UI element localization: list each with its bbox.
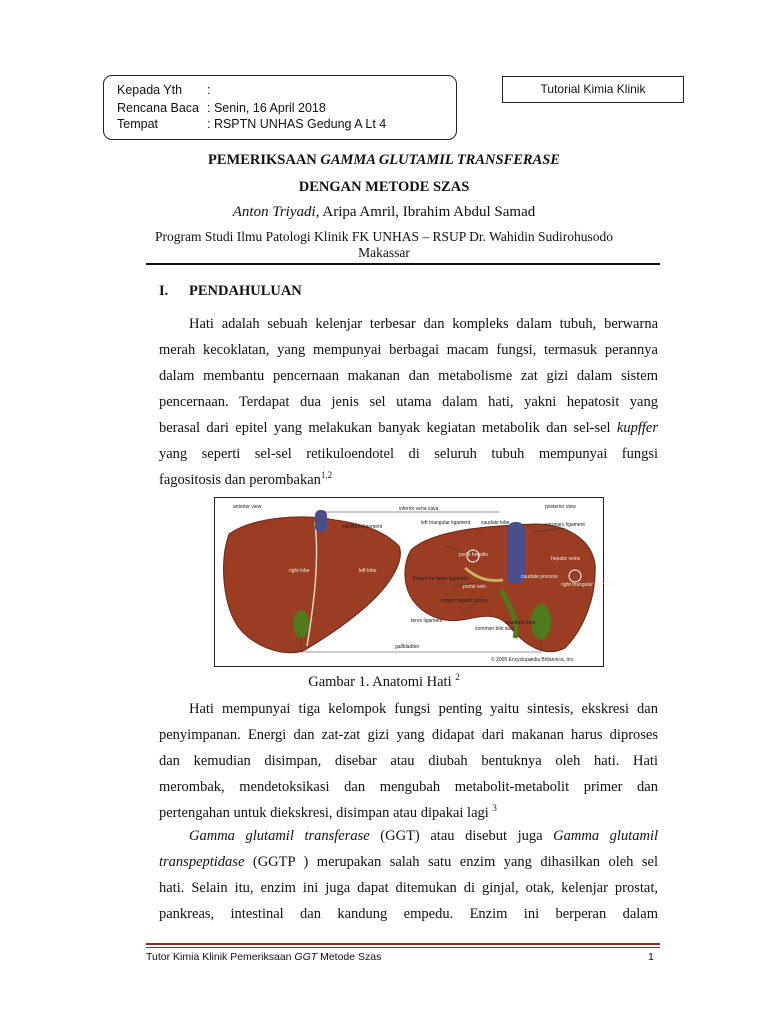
common-bile-label: common bile duct (475, 626, 515, 632)
footer-italic: GGT (294, 951, 318, 963)
italic-term: transpeptidase (159, 854, 245, 870)
footer-plain: Tutor Kimia Klinik Pemeriksaan (146, 951, 295, 963)
citation-sup: 3 (492, 803, 497, 814)
text-line (159, 467, 658, 493)
right-lobe-label: right lobe (289, 568, 310, 574)
text-line: dan kemudian disimpan, disebar atau diubah bentuknya oleh hati. Hati (159, 753, 658, 769)
text-span: fagositosis dan perombakan (159, 472, 321, 488)
hepatic-artery-label: proper hepatic artery (441, 598, 488, 604)
text-line: hati. Selain itu, enzim ini juga dapat ditemukan di ginjal, otak, kelenjar prostat, (159, 880, 658, 896)
title-divider (146, 263, 660, 265)
teres-label: teres ligament (411, 618, 443, 624)
citation-sup: 1,2 (320, 470, 333, 481)
paragraph-3 (159, 823, 658, 927)
authors (0, 204, 768, 221)
right-triangular-label: right triangular ligament (561, 582, 614, 588)
title-line-2: DENGAN METODE SZAS (298, 179, 470, 195)
falciform-label: falciform ligament (343, 524, 383, 530)
copyright-label: © 2005 Encyclopædia Britannica, Inc. (491, 657, 575, 663)
affiliation-line-2: Makassar (358, 245, 410, 260)
text-line (159, 849, 658, 875)
italic-term: Gamma glutamil (553, 828, 659, 844)
info-value: : RSPTN UNHAS Gedung A Lt 4 (207, 117, 387, 131)
title-line-1 (0, 152, 768, 169)
italic-term: kupffer (616, 420, 658, 436)
text-line: pankreas, intestinal dan kandung empedu. Enzim ini berperan dalam (159, 906, 658, 922)
text-line: Hati adalah sebuah kelenjar terbesar dan kompleks dalam tubuh, berwarna (189, 316, 658, 332)
anterior-view-label: anterior view (233, 504, 262, 510)
other-authors: , Aripa Amril, Ibrahim Abdul Samad (315, 204, 536, 220)
title-italic: GAMMA GLUTAMIL TRANSFERASE (320, 152, 560, 168)
italic-term: Gamma glutamil transferase (189, 828, 370, 844)
posterior-view-label: posterior view (545, 504, 576, 510)
paragraph-1 (159, 311, 658, 493)
info-key: Kepada Yth (117, 83, 183, 97)
text-line: penyimpanan. Energi dan zat-zat gizi yang didapat dari makanan harus diproses (159, 727, 658, 743)
gallbladder-label: gallbladder (395, 644, 420, 650)
porta-label: porta hepatis (459, 552, 488, 558)
liver-anatomy-illustration (215, 498, 614, 666)
footer-rest: Metode Szas (317, 951, 382, 963)
text-line: merah kecoklatan, yang mempunyai berbagai macam fungsi, termasuk perannya (159, 342, 658, 358)
section-heading (159, 283, 302, 300)
paragraph-2 (159, 696, 658, 826)
text-line: pencernaan. Terdapat dua jenis sel utama dalam hati, yakni hepatosit yang (159, 394, 658, 410)
figure-caption (0, 674, 768, 691)
coronary-label: coronary ligament (545, 522, 585, 528)
text-line (159, 823, 658, 849)
text-span: berasal dari epitel yang melakukan banyak kegiatan metabolik dan sel-sel (159, 420, 617, 436)
caption-sup: 2 (455, 672, 460, 683)
info-key: Rencana Baca (117, 101, 200, 115)
liver-anatomy-figure (214, 497, 614, 667)
anterior-liver-shape (224, 517, 401, 653)
text-line: Hati mempunyai tiga kelompok fungsi penting yaitu sintesis, ekskresi dan (189, 701, 658, 717)
section-number: I. (159, 283, 169, 299)
text-line: dalam membantu pencernaan makanan dan metabolisme zat gizi dalam sistem (159, 368, 658, 384)
text-line (159, 415, 658, 441)
fissure-label: fissure for teres ligament (413, 576, 468, 582)
footer-rule (146, 947, 660, 948)
course-tag: Tutorial Kimia Klinik (502, 76, 684, 103)
text-span: (GGTP ) merupakan salah satu enzim yang dihasilkan oleh sel (244, 854, 658, 870)
anterior-gallbladder (293, 610, 309, 638)
text-span: pertengahan untuk diekskresi, disimpan atau dipakai lagi (159, 805, 493, 821)
portal-vein-label: portal vein (463, 584, 487, 590)
hepatic-veins-label: hepatic veins (551, 556, 581, 562)
footer-rule (146, 943, 660, 945)
title-plain: PEMERIKSAAN (208, 152, 321, 168)
info-value: : (207, 83, 211, 97)
caption-text: Gambar 1. Anatomi Hati (308, 674, 456, 690)
caudate-label: caudate lobe (481, 520, 510, 526)
footer-text (146, 951, 381, 963)
recipient-info-box (103, 75, 457, 140)
first-author: Anton Triyadi (232, 204, 316, 220)
left-triangular-label: left triangular ligament (421, 520, 471, 526)
page-number: 1 (648, 951, 654, 963)
caudate-process-label: caudate process (521, 574, 558, 580)
info-value: : Senin, 16 April 2018 (207, 101, 326, 115)
section-title: PENDAHULUAN (189, 283, 302, 299)
info-key: Tempat (117, 117, 158, 131)
affiliation-line-1: Program Studi Ilmu Patologi Klinik FK UNHAS – RSUP Dr. Wahidin Sudirohusodo (155, 229, 613, 244)
quadrate-label: quadrate lobe (505, 620, 536, 626)
text-line: yang seperti sel-sel retikuloendotel di seluruh tubuh mempunyai fungsi (159, 446, 658, 462)
ivc-label: inferior vena cava (399, 506, 439, 512)
text-span: (GGT) atau disebut juga (369, 828, 554, 844)
text-line: merombak, mendetoksikasi dan mengubah metabolit-metabolit primer dan (159, 779, 658, 795)
left-lobe-label: left lobe (359, 568, 377, 574)
